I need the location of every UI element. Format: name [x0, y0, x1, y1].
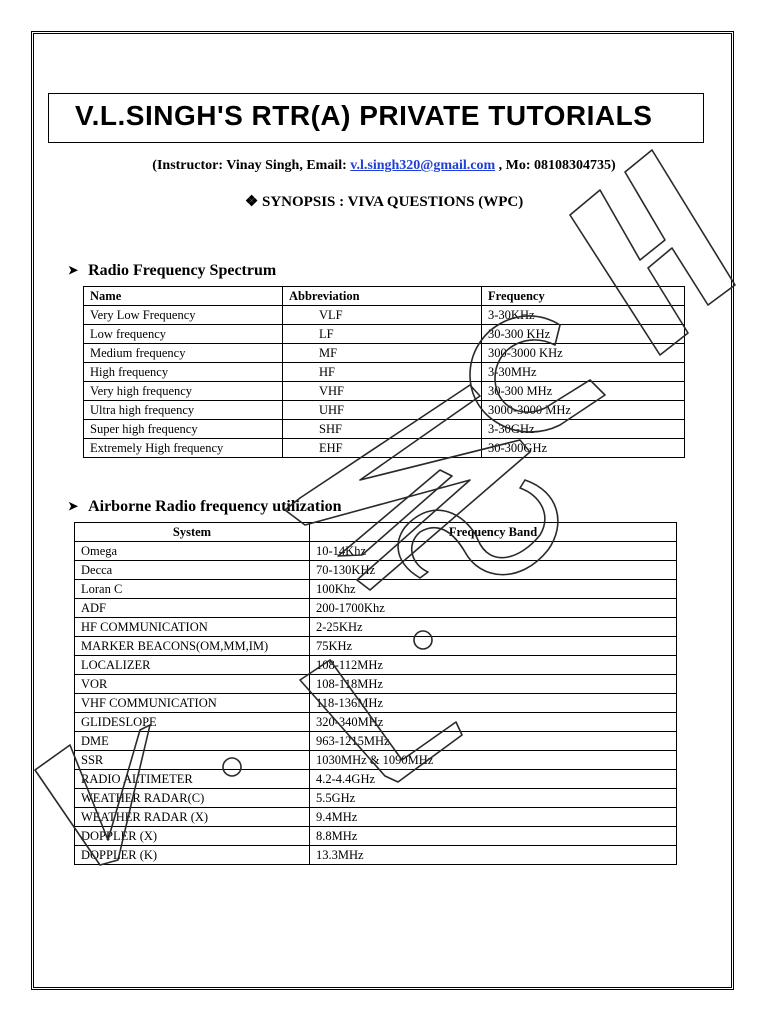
table-cell: Very high frequency [84, 382, 283, 401]
table-header-row [75, 523, 677, 542]
table-cell: 963-1215MHz [310, 732, 677, 751]
table-cell: 108-118MHz [310, 675, 677, 694]
section-heading-airborne [68, 498, 342, 516]
table-row [75, 846, 677, 865]
table-cell: UHF [283, 401, 482, 420]
table-row [84, 420, 685, 439]
arrow-bullet-icon: ➤ [68, 263, 79, 277]
table-row [75, 789, 677, 808]
table-row [75, 599, 677, 618]
table-cell: DOPPLER (K) [75, 846, 310, 865]
column-header: System [75, 523, 310, 542]
table-cell: 9.4MHz [310, 808, 677, 827]
table-cell: SHF [283, 420, 482, 439]
table-cell: 75KHz [310, 637, 677, 656]
table-cell: 3-30GHz [482, 420, 685, 439]
table-cell: Ultra high frequency [84, 401, 283, 420]
synopsis-heading: ❖ SYNOPSIS : VIVA QUESTIONS (WPC) [244, 194, 524, 210]
table-cell: Low frequency [84, 325, 283, 344]
table-cell: 30-300 KHz [482, 325, 685, 344]
table-cell: DME [75, 732, 310, 751]
table-cell: 3-30KHz [482, 306, 685, 325]
table-cell: 30-300GHz [482, 439, 685, 458]
table-cell: 300-3000 KHz [482, 344, 685, 363]
arrow-bullet-icon: ➤ [68, 499, 79, 513]
table-cell: VHF [283, 382, 482, 401]
table-row [84, 382, 685, 401]
table-row [75, 561, 677, 580]
table-cell: Omega [75, 542, 310, 561]
table-cell: Super high frequency [84, 420, 283, 439]
table-row [75, 542, 677, 561]
table-cell: HF COMMUNICATION [75, 618, 310, 637]
table-cell: 8.8MHz [310, 827, 677, 846]
table-cell: 10-14Khz [310, 542, 677, 561]
table-row [75, 637, 677, 656]
table-row [84, 439, 685, 458]
table-cell: LF [283, 325, 482, 344]
table-row [75, 656, 677, 675]
table-cell: RADIO ALTIMETER [75, 770, 310, 789]
airborne-table-body [75, 542, 677, 865]
table-cell: 100Khz [310, 580, 677, 599]
table-row [84, 363, 685, 382]
airborne-table [74, 522, 677, 865]
table-cell: 70-130KHz [310, 561, 677, 580]
instructor-suffix: , Mo: 08108304735) [495, 158, 616, 173]
table-cell: DOPPLER (X) [75, 827, 310, 846]
table-cell: EHF [283, 439, 482, 458]
email-link[interactable]: v.l.singh320@gmail.com [350, 158, 496, 173]
table-cell: VOR [75, 675, 310, 694]
table-cell: Decca [75, 561, 310, 580]
table-cell: VHF COMMUNICATION [75, 694, 310, 713]
table-row [75, 827, 677, 846]
table-row [84, 344, 685, 363]
column-header: Abbreviation [283, 287, 482, 306]
column-header: Name [84, 287, 283, 306]
table-cell: 108-112MHz [310, 656, 677, 675]
table-cell: WEATHER RADAR(C) [75, 789, 310, 808]
table-row [75, 713, 677, 732]
column-header: Frequency [482, 287, 685, 306]
table-row [75, 808, 677, 827]
table-cell: 200-1700Khz [310, 599, 677, 618]
table-row [75, 732, 677, 751]
column-header: Frequency Band [310, 523, 677, 542]
table-cell: 30-300 MHz [482, 382, 685, 401]
table-cell: 3-30MHz [482, 363, 685, 382]
table-cell: 1030MHz & 1090MHz [310, 751, 677, 770]
instructor-prefix: (Instructor: Vinay Singh, Email: [152, 158, 351, 173]
table-row [84, 325, 685, 344]
table-cell: 5.5GHz [310, 789, 677, 808]
table-row [75, 580, 677, 599]
table-cell: LOCALIZER [75, 656, 310, 675]
table-cell: 2-25KHz [310, 618, 677, 637]
table-cell: 320-340MHz [310, 713, 677, 732]
table-cell: GLIDESLOPE [75, 713, 310, 732]
table-row [75, 694, 677, 713]
instructor-line [0, 158, 768, 174]
page-title: V.L.SINGH'S RTR(A) PRIVATE TUTORIALS [75, 100, 653, 131]
table-row [75, 770, 677, 789]
table-cell: MARKER BEACONS(OM,MM,IM) [75, 637, 310, 656]
table-cell: VLF [283, 306, 482, 325]
table-cell: 118-136MHz [310, 694, 677, 713]
table-cell: MF [283, 344, 482, 363]
table-cell: ADF [75, 599, 310, 618]
section-heading-airborne-text: Airborne Radio frequency utilization [88, 498, 342, 515]
table-cell: WEATHER RADAR (X) [75, 808, 310, 827]
table-cell: 4.2-4.4GHz [310, 770, 677, 789]
table-row [84, 306, 685, 325]
spectrum-table [83, 286, 685, 458]
table-row [75, 751, 677, 770]
table-header-row [84, 287, 685, 306]
table-cell: High frequency [84, 363, 283, 382]
section-heading-spectrum [68, 262, 276, 280]
table-cell: Loran C [75, 580, 310, 599]
table-cell: HF [283, 363, 482, 382]
section-heading-spectrum-text: Radio Frequency Spectrum [88, 262, 277, 279]
table-cell: SSR [75, 751, 310, 770]
table-row [75, 618, 677, 637]
spectrum-table-body [84, 306, 685, 458]
table-cell: Medium frequency [84, 344, 283, 363]
table-cell: 3000-3000 MHz [482, 401, 685, 420]
table-row [84, 401, 685, 420]
table-cell: 13.3MHz [310, 846, 677, 865]
table-row [75, 675, 677, 694]
table-cell: Extremely High frequency [84, 439, 283, 458]
table-cell: Very Low Frequency [84, 306, 283, 325]
